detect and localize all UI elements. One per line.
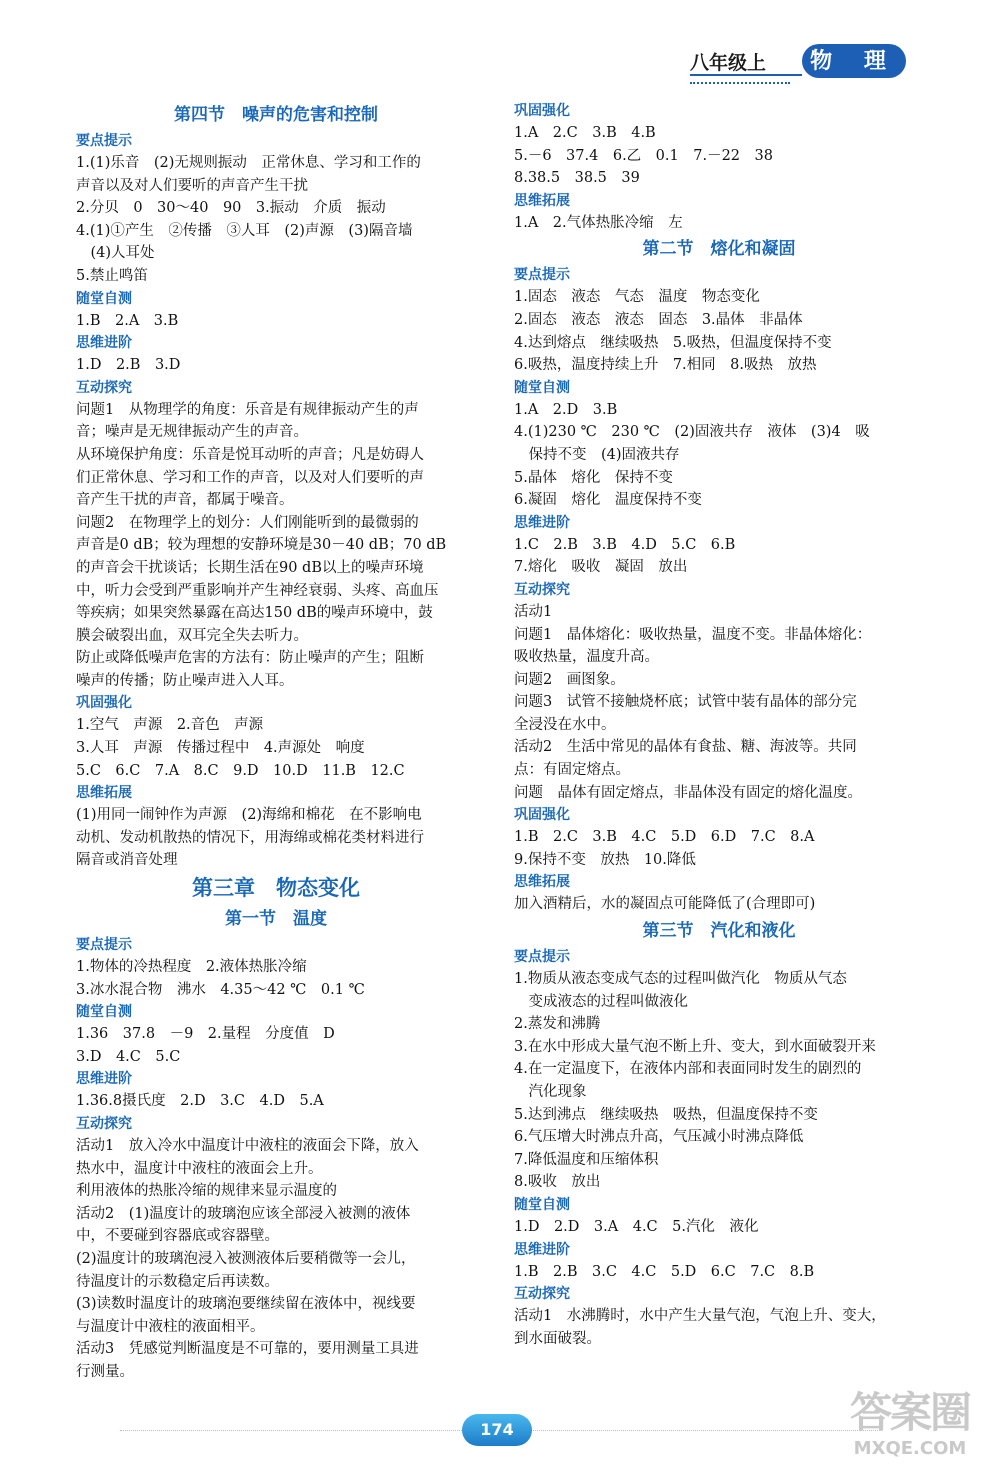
subsection-label: 思维拓展 [514,874,570,891]
subsection-label: 思维拓展 [76,785,132,802]
answer-line: 8.吸收 放出 [514,1174,601,1191]
answer-line: 1.固态 液态 气态 温度 物态变化 [514,289,760,306]
answer-line: 中，不要碰到容器底或容器壁。 [76,1228,279,1245]
section-heading: 第二节 熔化和凝固 [642,239,796,260]
answer-line: 5.－6 37.4 6.乙 0.1 7.－22 38 [514,147,773,164]
answer-line: 9.保持不变 放热 10.降低 [514,851,696,868]
answer-line: 问题1 晶体熔化：吸收热量，温度不变。非晶体熔化： [514,626,872,643]
subsection-label: 随堂自测 [76,1004,132,1021]
answer-line: (2)温度计的玻璃泡浸入被测液体后要稍微等一会儿， [76,1250,416,1267]
answer-line: 6.气压增大时沸点升高，气压减小时沸点降低 [514,1129,804,1146]
answer-line: 2.分贝 0 30～40 90 3.振动 介质 振动 [76,200,386,217]
answer-line: 6.凝固 熔化 温度保持不变 [514,492,702,509]
answer-line: 的声音会干扰谈话；长期生活在90 dB以上的噪声环境 [76,559,424,576]
subsection-label: 互动探究 [76,379,132,396]
answer-line: 4.达到熔点 继续吸热 5.吸热，但温度保持不变 [514,334,832,351]
answer-line: 1.(1)乐音 (2)无规则振动 正常休息、学习和工作的 [76,155,421,171]
answer-line: 问题3 试管不接触烧杯底；试管中装有晶体的部分完 [514,694,857,711]
answer-line: 1.A 2.C 3.B 4.B [514,125,656,141]
answer-line: 活动1 水沸腾时，水中产生大量气泡，气泡上升、变大， [514,1308,886,1325]
answer-line: (3)读数时温度计的玻璃泡要继续留在液体中，视线要 [76,1296,416,1313]
answer-line: 1.D 2.D 3.A 4.C 5.汽化 液化 [514,1218,759,1235]
subsection-label: 巩固强化 [514,807,570,824]
subsection-label: 思维拓展 [514,192,570,209]
subsection-label: 互动探究 [76,1116,132,1132]
answer-line: 活动1 [514,603,553,620]
subsection-label: 随堂自测 [514,379,570,396]
answer-line: 1.D 2.B 3.D [76,357,181,374]
answer-line: 3.冰水混合物 沸水 4.35～42 ℃ 0.1 ℃ [76,981,365,998]
answer-line: 问题 晶体有固定熔点，非晶体没有固定的熔化温度。 [514,784,862,801]
answer-line: 问题1 从物理学的角度：乐音是有规律振动产生的声 [76,401,419,418]
answer-line: 动机、发动机散热的情况下，用海绵或棉花类材料进行 [76,829,424,846]
answer-line: 6.吸热，温度持续上升 7.相同 8.吸热 放热 [514,357,817,374]
answer-line: 待温度计的示数稳定后再读数。 [76,1273,279,1290]
answer-line: 5.C 6.C 7.A 8.C 9.D 10.D 11.B 12.C [76,762,405,779]
subject-badge: 物 理 [802,44,906,78]
watermark-logo [840,1388,980,1478]
answer-line: 1.C 2.B 3.B 4.D 5.C 6.B [514,536,736,553]
subsection-label: 思维进阶 [76,335,132,352]
subsection-label: 要点提示 [76,937,132,954]
answer-line: 3.D 4.C 5.C [76,1048,181,1065]
subsection-label: 随堂自测 [76,290,132,307]
answer-line: 声音是0 dB；较为理想的安静环境是30－40 dB；70 dB [76,537,447,554]
answer-line: 7.降低温度和压缩体积 [514,1151,659,1168]
subsection-label: 思维进阶 [76,1071,132,1088]
answer-line: 隔音或消音处理 [76,852,178,869]
answer-line: 活动2 生活中常见的晶体有食盐、糖、海波等。共同 [514,739,857,756]
answer-line: 音产生干扰的声音，都属于噪音。 [76,492,294,509]
answer-line: 7.熔化 吸收 凝固 放出 [514,559,688,576]
answer-line: 全浸没在水中。 [514,716,616,733]
answer-line: 1.B 2.A 3.B [76,312,179,329]
answer-line: 5.晶体 熔化 保持不变 [514,469,673,486]
answer-line: 2.固态 液态 液态 固态 3.晶体 非晶体 [514,311,803,328]
subsection-label: 思维进阶 [514,1241,570,1258]
answer-line: 从环境保护角度：乐音是悦耳动听的声音；凡是妨碍人 [76,446,424,463]
answer-line: 4.(1)①产生 ②传播 ③人耳 (2)声源 (3)隔音墙 [76,222,413,239]
answer-line: 汽化现象 [514,1084,587,1100]
answer-line: 5.禁止鸣笛 [76,267,148,284]
subsection-label: 互动探究 [514,1286,570,1303]
answer-line: 5.达到沸点 继续吸热 吸热，但温度保持不变 [514,1106,818,1123]
grade-label: 八年级上 [690,52,767,74]
page-number: 174 [462,1414,532,1446]
answer-line: 问题2 在物理学上的划分：人们刚能听到的最微弱的 [76,514,419,531]
answer-line: 活动2 (1)温度计的玻璃泡应该全部浸入被测的液体 [76,1205,411,1222]
header-rule [690,74,802,76]
answer-line: 音；噪声是无规律振动产生的声音。 [76,424,308,441]
subsection-label: 要点提示 [514,267,570,284]
subsection-label: 要点提示 [76,133,132,149]
subsection-label: 互动探究 [514,581,570,598]
subsection-label: 要点提示 [514,949,570,966]
answer-line: 活动1 放入冷水中温度计中液柱的液面会下降，放入 [76,1138,419,1154]
answer-line: 吸收热量，温度升高。 [514,649,659,666]
answer-line: 1.空气 声源 2.音色 声源 [76,717,264,734]
answer-line: 与温度计中液柱的液面相平。 [76,1318,265,1335]
answer-line: 活动3 凭感觉判断温度是不可靠的，要用测量工具进 [76,1341,419,1358]
subsection-label: 随堂自测 [514,1196,570,1213]
answer-line: 2.蒸发和沸腾 [514,1016,601,1033]
answer-line: 4.在一定温度下，在液体内部和表面同时发生的剧烈的 [514,1061,862,1078]
answer-line: 1.36 37.8 －9 2.量程 分度值 D [76,1026,335,1043]
answer-line: 问题2 画图象。 [514,671,625,688]
answer-line: (4)人耳处 [76,245,155,262]
answer-line: 1.A 2.气体热胀冷缩 左 [514,214,683,231]
answer-line: 等疾病；如果突然暴露在高达150 dB的噪声环境中，鼓 [76,605,433,622]
answer-line: 防止或降低噪声危害的方法有：防止噪声的产生；阻断 [76,650,424,667]
answer-line: 噪声的传播；防止噪声进入人耳。 [76,672,294,689]
answer-line: 1.B 2.C 3.B 4.C 5.D 6.D 7.C 8.A [514,829,815,846]
answer-line: 变成液态的过程叫做液化 [514,993,688,1010]
answer-line: 加入酒精后，水的凝固点可能降低了(合理即可) [514,896,816,913]
answer-line: 8.38.5 38.5 39 [514,170,640,187]
answer-line: 利用液体的热胀冷缩的规律来显示温度的 [76,1183,337,1200]
right-column [514,100,924,1350]
answer-line: 点：有固定熔点。 [514,762,630,779]
answer-line: 1.物质从液态变成气态的过程叫做汽化 物质从气态 [514,971,847,988]
answer-line: 3.人耳 声源 传播过程中 4.声源处 响度 [76,740,365,757]
answer-line: 到水面破裂。 [514,1330,601,1347]
section-heading: 第一节 温度 [225,909,327,930]
page-header [690,44,920,94]
section-heading: 第四节 噪声的危害和控制 [174,105,378,125]
header-dotted-rule [690,82,790,84]
answer-line: 1.A 2.D 3.B [514,401,618,418]
watermark-url: MXQE.COM [853,1438,967,1459]
subsection-label: 巩固强化 [514,103,570,119]
answer-line: (1)用同一闹钟作为声源 (2)海绵和棉花 在不影响电 [76,807,422,824]
answer-line: 热水中，温度计中液柱的液面会上升。 [76,1160,323,1177]
answer-line: 中，听力会受到严重影响并产生神经衰弱、头疼、高血压 [76,582,439,599]
answer-line: 3.在水中形成大量气泡不断上升、变大，到水面破裂开来 [514,1038,876,1055]
chapter-heading: 第三章 物态变化 [192,876,360,901]
answer-line: 声音以及对人们要听的声音产生干扰 [76,177,308,194]
answer-line: 1.36.8摄氏度 2.D 3.C 4.D 5.A [76,1093,324,1110]
answer-line: 1.B 2.B 3.C 4.C 5.D 6.C 7.C 8.B [514,1263,815,1280]
answer-line: 行测量。 [76,1363,134,1380]
subsection-label: 思维进阶 [514,514,570,531]
answer-line: 膜会破裂出血，双耳完全失去听力。 [76,627,308,644]
subsection-label: 巩固强化 [76,695,132,712]
answer-line: 1.物体的冷热程度 2.液体热胀冷缩 [76,959,307,976]
answer-line: 们正常休息、学习和工作的声音，以及对人们要听的声 [76,469,424,486]
section-heading: 第三节 汽化和液化 [642,921,796,942]
answer-line: 4.(1)230 ℃ 230 ℃ (2)固液共存 液体 (3)4 吸 [514,424,870,441]
watermark-text: 答案圈 [849,1388,970,1437]
left-column [76,100,476,1384]
answer-line: 保持不变 (4)固液共存 [514,446,680,463]
